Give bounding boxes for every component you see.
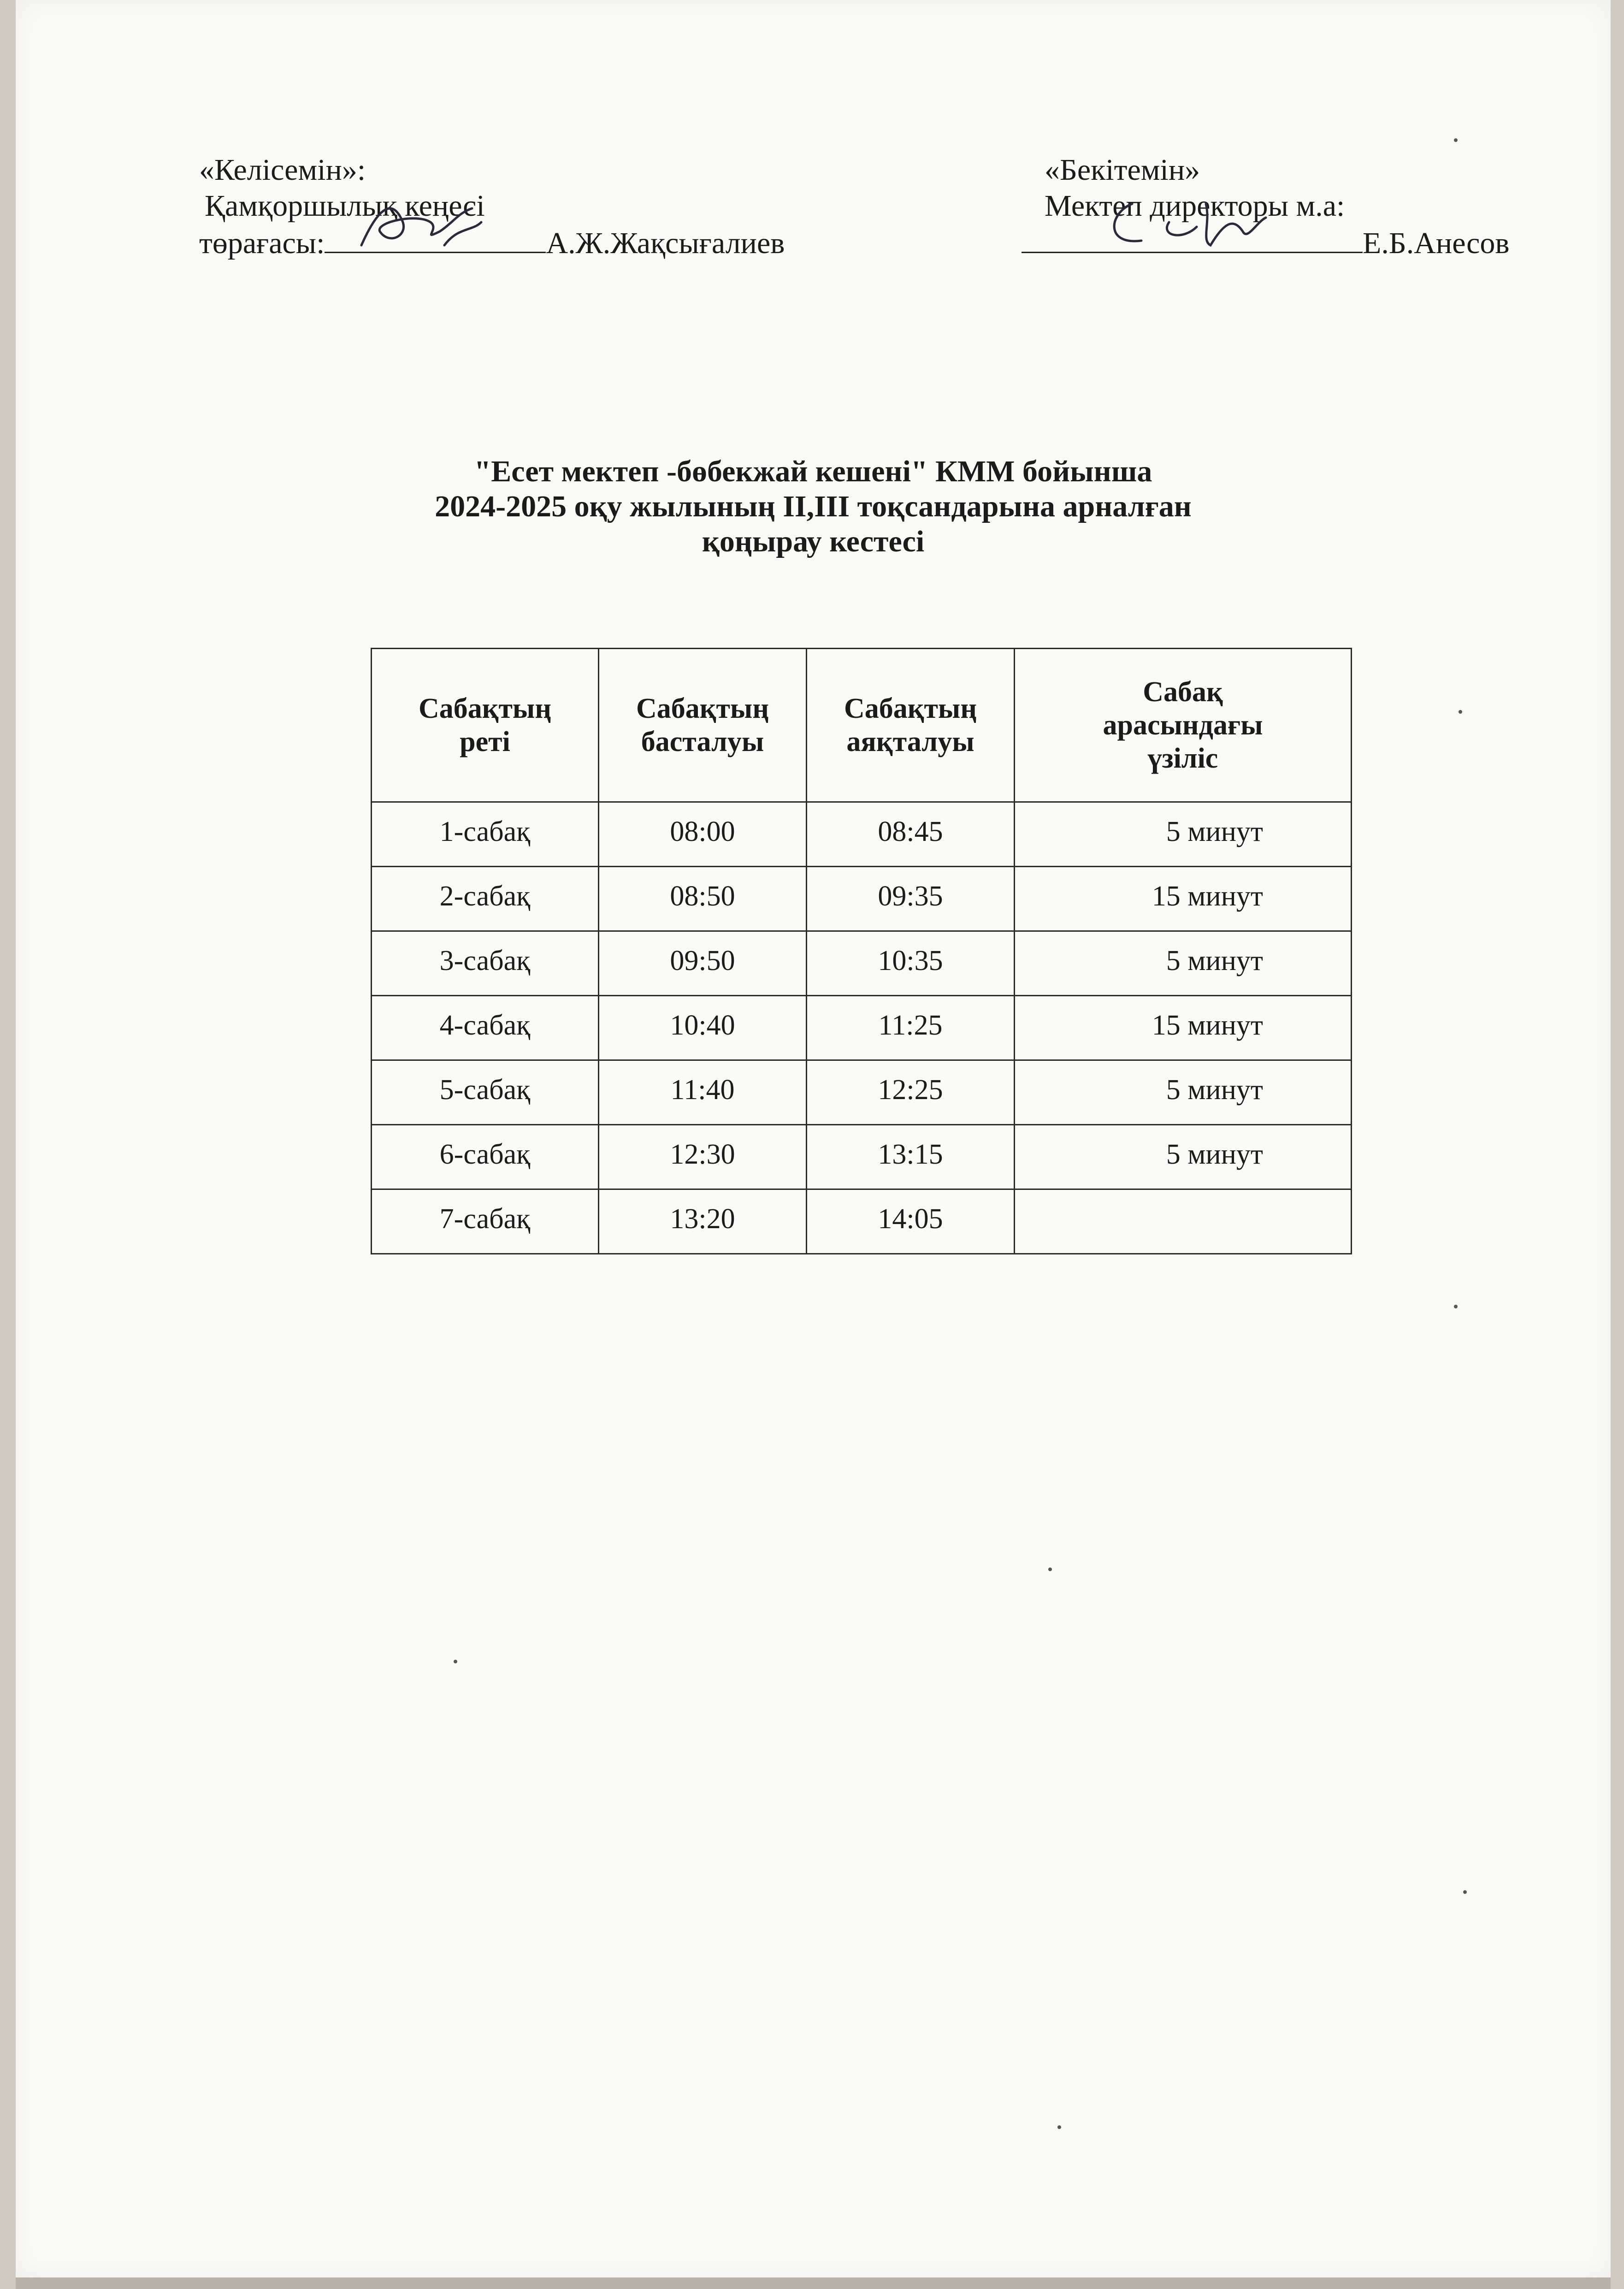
break-cell: 15 минут <box>1015 996 1352 1060</box>
start-cell: 12:30 <box>599 1125 807 1189</box>
lesson-cell: 3-сабақ <box>372 931 599 996</box>
end-cell: 08:45 <box>807 802 1015 867</box>
approved-label: «Бекітемін» <box>1045 153 1200 187</box>
scanner-bed-edge <box>16 2277 1611 2289</box>
lesson-cell: 1-сабақ <box>372 802 599 867</box>
header-start-time: Сабақтың басталуы <box>599 649 807 802</box>
end-cell: 10:35 <box>807 931 1015 996</box>
break-cell: 5 минут <box>1015 931 1352 996</box>
header-end-time: Сабақтың аяқталуы <box>807 649 1015 802</box>
signature-left-icon <box>352 195 490 254</box>
table-header-row <box>372 649 1352 802</box>
end-cell: 09:35 <box>807 867 1015 931</box>
lesson-cell: 4-сабақ <box>372 996 599 1060</box>
break-cell: 5 минут <box>1015 1060 1352 1125</box>
lesson-cell: 6-сабақ <box>372 1125 599 1189</box>
header-lesson-order: Сабақтың реті <box>372 649 599 802</box>
signature-line-right <box>1022 224 1363 253</box>
scan-speck <box>1057 2125 1061 2129</box>
table-row <box>372 867 1352 931</box>
chairman-prefix: төрағасы: <box>199 226 325 260</box>
table-row <box>372 931 1352 996</box>
director-title: Мектеп директоры м.а: <box>1045 189 1345 223</box>
end-cell: 12:25 <box>807 1060 1015 1125</box>
start-cell: 11:40 <box>599 1060 807 1125</box>
table-row <box>372 1125 1352 1189</box>
break-cell: 5 минут <box>1015 802 1352 867</box>
signature-line-left <box>325 224 546 253</box>
end-cell: 13:15 <box>807 1125 1015 1189</box>
start-cell: 08:50 <box>599 867 807 931</box>
table-row <box>372 996 1352 1060</box>
scan-speck <box>1463 1890 1467 1894</box>
scan-speck <box>1454 138 1458 142</box>
lesson-cell: 2-сабақ <box>372 867 599 931</box>
scan-speck <box>1459 710 1462 714</box>
director-name: Е.Б.Анесов <box>1363 226 1510 260</box>
start-cell: 09:50 <box>599 931 807 996</box>
start-cell: 13:20 <box>599 1189 807 1254</box>
end-cell: 11:25 <box>807 996 1015 1060</box>
lesson-cell: 7-сабақ <box>372 1189 599 1254</box>
break-cell: 15 минут <box>1015 867 1352 931</box>
document-title <box>16 454 1611 559</box>
signature-right-icon <box>1091 195 1284 254</box>
start-cell: 08:00 <box>599 802 807 867</box>
board-title: Қамқоршылық кеңесі <box>205 189 485 223</box>
table-row <box>372 1060 1352 1125</box>
scan-speck <box>454 1660 457 1663</box>
lesson-cell: 5-сабақ <box>372 1060 599 1125</box>
director-line <box>1022 224 1510 260</box>
title-line-3: қоңырау кестесі <box>702 525 925 558</box>
break-cell: 5 минут <box>1015 1125 1352 1189</box>
end-cell: 14:05 <box>807 1189 1015 1254</box>
approval-block-right <box>1022 152 1510 260</box>
start-cell: 10:40 <box>599 996 807 1060</box>
break-cell <box>1015 1189 1352 1254</box>
table-row <box>372 1189 1352 1254</box>
document-sheet <box>16 0 1611 2277</box>
table-row <box>372 802 1352 867</box>
bell-schedule-table <box>371 648 1352 1254</box>
title-line-1: "Есет мектеп -бөбекжай кешені" КММ бойынша <box>474 455 1152 488</box>
title-line-2: 2024-2025 оқу жылының ІІ,ІІІ тоқсандарына арналған <box>435 490 1192 523</box>
chairman-line <box>199 224 785 260</box>
header-break-duration: Сабақ арасындағы үзіліс <box>1015 649 1352 802</box>
scan-speck <box>1454 1305 1458 1308</box>
approval-block-left <box>199 152 785 260</box>
chairman-name: А.Ж.Жақсығалиев <box>546 226 785 260</box>
scan-speck <box>1048 1567 1052 1571</box>
agreed-label: «Келісемін»: <box>199 153 366 187</box>
